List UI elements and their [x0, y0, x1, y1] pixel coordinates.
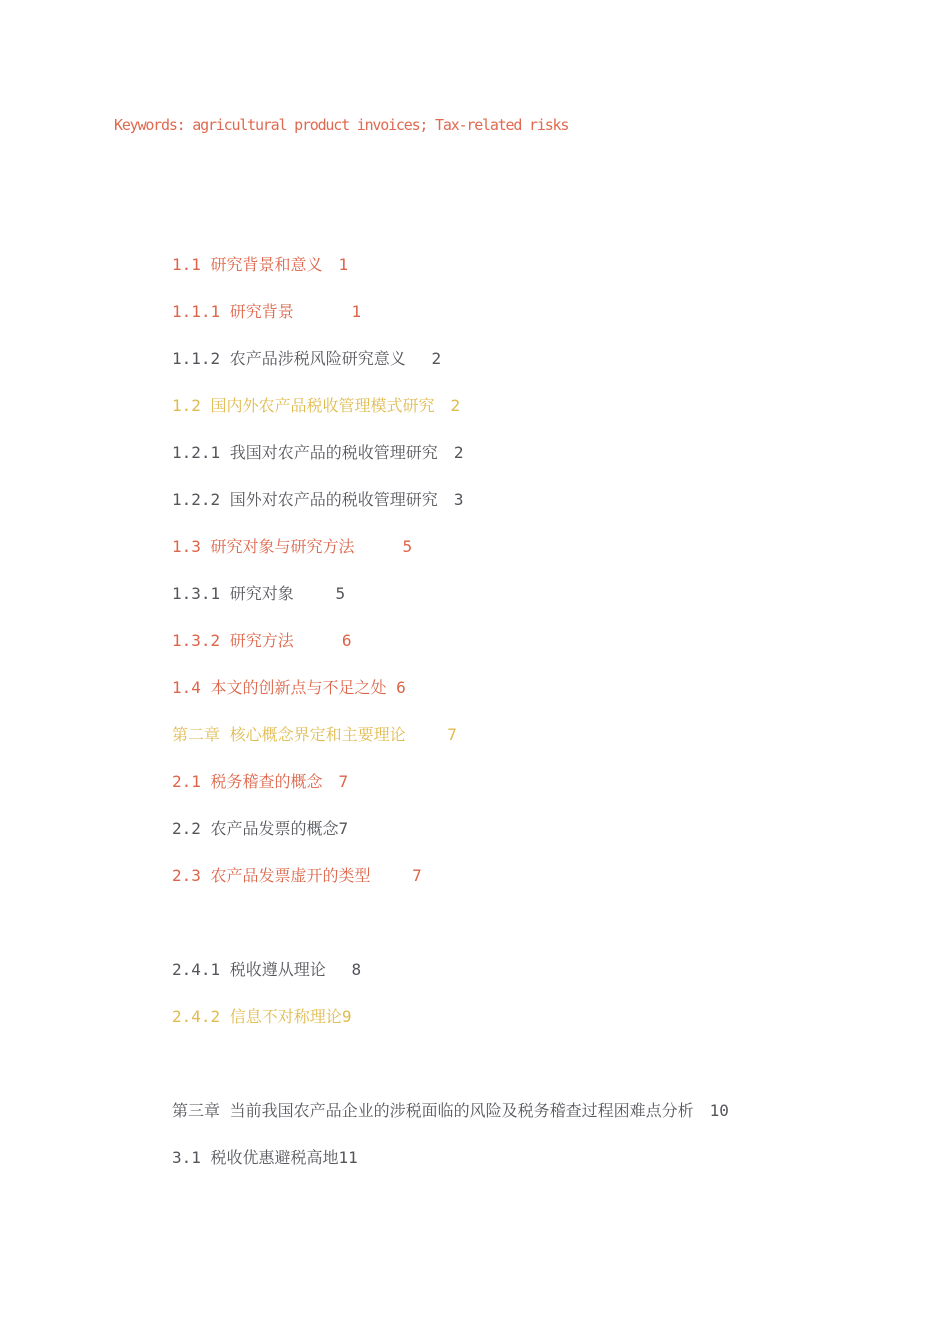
toc-entry-page: 7: [338, 819, 349, 838]
toc-entry-label: 3.1 税收优惠避税高地: [172, 1148, 339, 1167]
toc-entry-page: 7: [447, 725, 457, 744]
toc-entry-label: 2.1 税务稽查的概念: [172, 772, 339, 791]
toc-entry-2-1[interactable]: [172, 772, 892, 819]
toc-entry-label: 1.3.2 研究方法: [172, 631, 342, 650]
keywords-line: Keywords: agricultural product invoices; Tax-related risks: [114, 116, 569, 134]
toc-entry-1-1[interactable]: [172, 255, 892, 302]
toc-entry-1-1-1[interactable]: [172, 302, 892, 349]
toc-entry-label: 2.3 农产品发票虚开的类型: [172, 866, 413, 885]
toc-entry-label: 1.2.1 我国对农产品的税收管理研究: [172, 443, 454, 462]
toc-entry-1-3-1[interactable]: [172, 584, 892, 631]
toc-entry-page: 9: [341, 1007, 352, 1026]
toc-entry-label: 2.4.2 信息不对称理论: [172, 1007, 342, 1026]
toc-entry-page: 7: [338, 772, 349, 791]
toc-blank-row: [172, 1054, 892, 1101]
toc-entry-page: 8: [351, 960, 362, 979]
toc-entry-label: 2.4.1 税收遵从理论: [172, 960, 352, 979]
toc-entry-1-1-2[interactable]: [172, 349, 892, 396]
toc-entry-page: 2: [450, 396, 461, 415]
toc-entry-3-1[interactable]: [172, 1148, 892, 1195]
toc-entry-label: 1.1.2 农产品涉税风险研究意义: [172, 349, 432, 368]
toc-entry-label: 1.2 国内外农产品税收管理模式研究: [172, 396, 451, 415]
toc-entry-label: 1.3 研究对象与研究方法: [172, 537, 403, 556]
toc-entry-label: 第二章 核心概念界定和主要理论: [172, 725, 448, 744]
toc-entry-page: 1: [351, 302, 362, 321]
toc-entry-page: 1: [338, 255, 349, 274]
toc-entry-page: 11: [338, 1148, 358, 1167]
toc-entry-1-2-2[interactable]: [172, 490, 892, 537]
toc-entry-label: 1.1 研究背景和意义: [172, 255, 339, 274]
toc-blank-row: [172, 913, 892, 960]
toc-entry-label: 2.2 农产品发票的概念: [172, 819, 339, 838]
toc-entry-1-3[interactable]: [172, 537, 892, 584]
toc-entry-2-4-1[interactable]: [172, 960, 892, 1007]
toc-entry-1-2-1[interactable]: [172, 443, 892, 490]
toc-entry-2-2[interactable]: [172, 819, 892, 866]
toc-entry-page: 2: [453, 443, 464, 462]
toc-entry-page: 5: [335, 584, 346, 603]
toc-entry-page: 7: [412, 866, 422, 885]
toc-entry-2-4-2[interactable]: [172, 1007, 892, 1054]
toc-entry-label: 1.3.1 研究对象: [172, 584, 336, 603]
toc-entry-page: 2: [431, 349, 442, 368]
toc-entry-label: 1.2.2 国外对农产品的税收管理研究: [172, 490, 454, 509]
toc-entry-1-2[interactable]: [172, 396, 892, 443]
toc-entry-label: 第三章 当前我国农产品企业的涉税面临的风险及税务稽查过程困难点分析: [172, 1101, 710, 1120]
toc-entry-page: 5: [402, 537, 413, 556]
table-of-contents: [172, 255, 892, 1195]
toc-entry-page: 6: [341, 631, 352, 650]
toc-entry-chapter-3[interactable]: [172, 1101, 892, 1148]
toc-entry-1-3-2[interactable]: [172, 631, 892, 678]
toc-entry-page: 6: [396, 678, 406, 697]
toc-entry-chapter-2[interactable]: [172, 725, 892, 772]
toc-entry-label: 1.4 本文的创新点与不足之处: [172, 678, 397, 697]
toc-entry-page: 10: [709, 1101, 729, 1120]
toc-entry-2-3[interactable]: [172, 866, 892, 913]
toc-entry-1-4[interactable]: [172, 678, 892, 725]
toc-entry-label: 1.1.1 研究背景: [172, 302, 352, 321]
toc-entry-page: 3: [453, 490, 464, 509]
